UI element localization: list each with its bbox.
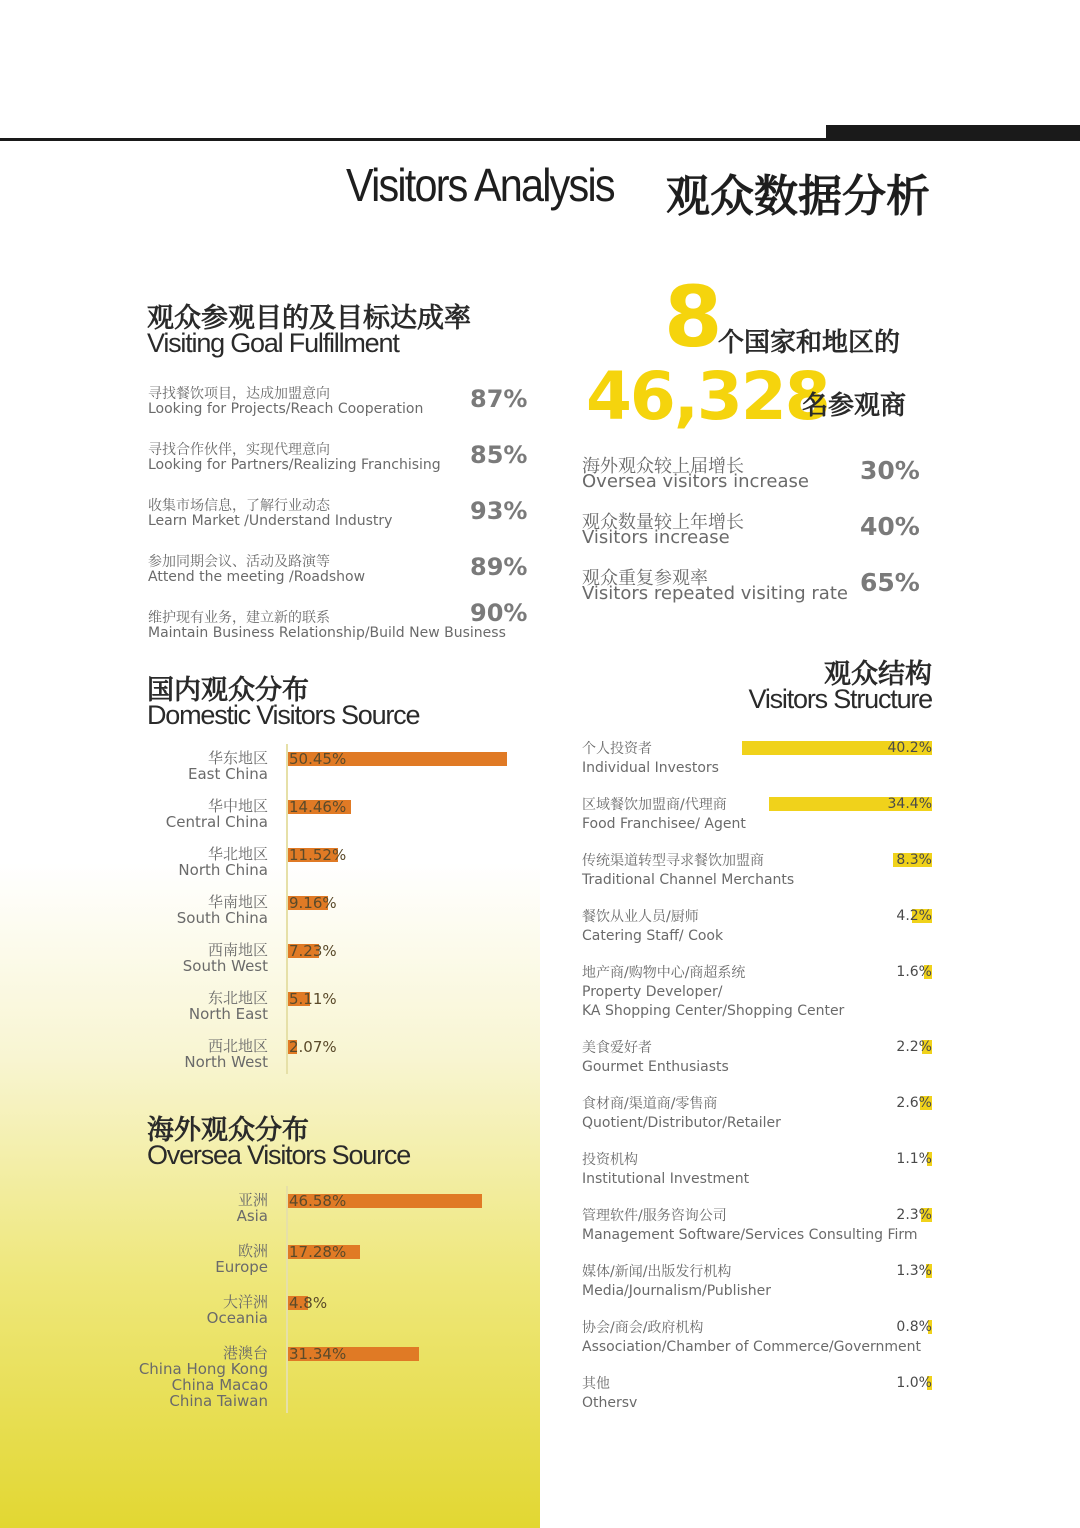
structure-label-cn: 餐饮从业人员/厨师 [582, 909, 699, 925]
visitors-text: 名参观商 [802, 391, 907, 421]
domestic-title-en: Domestic Visitors Source [147, 700, 420, 730]
value-label: 14.46% [289, 798, 347, 816]
structure-label-cn: 其他 [582, 1376, 610, 1392]
chart-row [0, 990, 540, 1030]
category-label [215, 1243, 268, 1275]
value-label: 1.1% [896, 1151, 932, 1167]
category-label-cn: 东北地区 [207, 989, 268, 1007]
goal-en: Learn Market /Understand Industry [148, 513, 393, 529]
stat-cn: 海外观众较上届增长 [582, 456, 744, 477]
category-label-en: Central China [165, 813, 268, 831]
structure-row [582, 852, 938, 892]
structure-label-en: Quotient/Distributor/Retailer [582, 1115, 781, 1131]
structure-label-en: Management Software/Services Consulting Firm [582, 1227, 918, 1243]
value-label: 31.34% [289, 1345, 347, 1363]
value-label: 7.23% [289, 942, 337, 960]
stat-en: Visitors repeated visiting rate [582, 583, 848, 604]
category-label [139, 1345, 268, 1409]
stat-cn: 观众数量较上年增长 [582, 512, 744, 533]
structure-label-en: KA Shopping Center/Shopping Center [582, 1003, 845, 1019]
category-label-cn: 欧洲 [237, 1242, 268, 1260]
domestic-title-cn: 国内观众分布 [147, 675, 309, 706]
category-label-en: China Macao [171, 1376, 268, 1394]
visitors-count: 46,328 [586, 358, 829, 435]
category-label-cn: 华南地区 [207, 893, 268, 911]
structure-row [582, 1263, 938, 1303]
category-label [184, 1038, 268, 1070]
structure-label-cn: 食材商/渠道商/零售商 [582, 1096, 718, 1112]
category-label [177, 894, 268, 926]
category-label-en: China Hong Kong [138, 1360, 268, 1378]
value-label: 17.28% [289, 1243, 347, 1261]
category-label-en: South West [182, 957, 268, 975]
category-label-cn: 西北地区 [207, 1037, 268, 1055]
category-label [237, 1192, 268, 1224]
structure-row [582, 1095, 938, 1135]
category-label-cn: 大洋洲 [222, 1293, 268, 1311]
category-label-en: Asia [236, 1207, 268, 1225]
chart-row [0, 942, 540, 982]
value-label: 34.4% [887, 796, 932, 812]
chart-row [0, 798, 540, 838]
chart-row [0, 894, 540, 934]
countries-count: 8 [664, 268, 723, 366]
goal-cn: 收集市场信息，了解行业动态 [148, 498, 330, 514]
category-label-cn: 港澳台 [222, 1344, 268, 1362]
goal-en: Maintain Business Relationship/Build New Business [148, 625, 506, 641]
category-label [189, 990, 268, 1022]
value-label: 46.58% [289, 1192, 347, 1210]
structure-label-en: Traditional Channel Merchants [582, 872, 795, 888]
goal-cn: 维护现有业务，建立新的联系 [148, 610, 330, 626]
category-label-cn: 华北地区 [207, 845, 268, 863]
category-label [166, 798, 268, 830]
value-label: 8.3% [896, 852, 932, 868]
stat-pct: 40% [860, 512, 920, 541]
oversea-bar-chart [0, 1186, 540, 1408]
domestic-bar-chart [0, 744, 540, 1074]
value-label: 50.45% [289, 750, 347, 768]
category-label-cn: 西南地区 [207, 941, 268, 959]
chart-row [0, 1243, 540, 1283]
structure-label-en: Individual Investors [582, 760, 719, 776]
structure-label-cn: 地产商/购物中心/商超系统 [582, 965, 746, 981]
structure-label-cn: 传统渠道转型寻求餐饮加盟商 [582, 853, 764, 869]
page-title-cn: 观众数据分析 [666, 171, 930, 222]
category-label-en: Oceania [206, 1309, 268, 1327]
category-label-cn: 亚洲 [237, 1191, 268, 1209]
structure-row [582, 908, 938, 948]
structure-row [582, 1375, 938, 1415]
structure-label-cn: 媒体/新闻/出版发行机构 [582, 1264, 732, 1280]
structure-title-en: Visitors Structure [748, 684, 932, 714]
structure-row [582, 964, 938, 1019]
stat-pct: 30% [860, 456, 920, 485]
goal-pct: 89% [470, 553, 528, 581]
goals-title-en: Visiting Goal Fulfillment [147, 328, 399, 358]
goal-cn: 寻找餐饮项目，达成加盟意向 [148, 386, 330, 402]
goal-cn: 参加同期会议、活动及路演等 [148, 554, 330, 570]
oversea-title-en: Oversea Visitors Source [147, 1140, 411, 1170]
structure-label-cn: 投资机构 [582, 1152, 638, 1168]
value-label: 1.6% [896, 964, 932, 980]
header-block [826, 125, 1080, 139]
chart-row [0, 846, 540, 886]
category-label [188, 750, 268, 782]
category-label [183, 942, 268, 974]
countries-text: 个国家和地区的 [718, 328, 901, 358]
value-label: 40.2% [887, 740, 932, 756]
value-label: 2.2% [896, 1039, 932, 1055]
chart-row [0, 1192, 540, 1232]
goal-pct: 87% [470, 385, 528, 413]
value-label: 4.8% [289, 1294, 328, 1312]
chart-row [0, 750, 540, 790]
goal-en: Looking for Projects/Reach Cooperation [148, 401, 424, 417]
goal-pct: 93% [470, 497, 528, 525]
category-label-en: South China [176, 909, 268, 927]
value-label: 1.3% [896, 1263, 932, 1279]
structure-row [582, 1207, 938, 1247]
value-label: 2.07% [289, 1038, 337, 1056]
category-label-en: China Taiwan [169, 1392, 268, 1410]
goals-title-cn: 观众参观目的及目标达成率 [147, 303, 471, 334]
structure-row [582, 796, 938, 836]
chart-row [0, 1294, 540, 1334]
category-label-en: North West [184, 1053, 268, 1071]
chart-row [0, 1038, 540, 1078]
category-label [207, 1294, 268, 1326]
value-label: 9.16% [289, 894, 337, 912]
goal-pct: 85% [470, 441, 528, 469]
value-label: 11.52% [289, 846, 347, 864]
goal-en: Looking for Partners/Realizing Franchising [148, 457, 441, 473]
category-label-en: North East [188, 1005, 268, 1023]
stat-pct: 65% [860, 568, 920, 597]
structure-label-cn: 协会/商会/政府机构 [582, 1320, 704, 1336]
value-label: 0.8% [896, 1319, 932, 1335]
structure-label-cn: 区域餐饮加盟商/代理商 [582, 797, 727, 813]
stat-en: Oversea visitors increase [582, 471, 809, 492]
structure-label-en: Property Developer/ [582, 984, 723, 1000]
structure-row [582, 1319, 938, 1359]
category-label-en: East China [188, 765, 268, 783]
structure-label-cn: 个人投资者 [582, 741, 652, 757]
value-label: 1.0% [896, 1375, 932, 1391]
category-label [178, 846, 268, 878]
structure-row [582, 1151, 938, 1191]
structure-label-en: Gourmet Enthusiasts [582, 1059, 729, 1075]
structure-row [582, 1039, 938, 1079]
structure-label-en: Catering Staff/ Cook [582, 928, 724, 944]
structure-label-en: Association/Chamber of Commerce/Government [582, 1339, 921, 1355]
value-label: 4.2% [896, 908, 932, 924]
structure-label-en: Institutional Investment [582, 1171, 750, 1187]
category-label-cn: 华中地区 [207, 797, 268, 815]
category-label-cn: 华东地区 [207, 749, 268, 767]
value-label: 2.3% [896, 1207, 932, 1223]
category-label-en: Europe [215, 1258, 268, 1276]
structure-label-en: Food Franchisee/ Agent [582, 816, 746, 832]
structure-label-cn: 美食爱好者 [582, 1040, 652, 1056]
chart-row [0, 1344, 540, 1410]
structure-label-cn: 管理软件/服务咨询公司 [582, 1208, 727, 1224]
stat-en: Visitors increase [582, 527, 730, 548]
stat-cn: 观众重复参观率 [582, 568, 708, 589]
page-title-en: Visitors Analysis [346, 159, 614, 211]
category-label-en: North China [178, 861, 268, 879]
structure-label-en: Media/Journalism/Publisher [582, 1283, 771, 1299]
goal-en: Attend the meeting /Roadshow [148, 569, 366, 585]
goal-cn: 寻找合作伙伴，实现代理意向 [148, 442, 330, 458]
oversea-title-cn: 海外观众分布 [147, 1115, 309, 1146]
structure-title-cn: 观众结构 [824, 659, 932, 690]
value-label: 5.11% [289, 990, 337, 1008]
structure-row [582, 740, 938, 780]
structure-label-en: Othersv [582, 1395, 638, 1411]
goal-pct: 90% [470, 599, 528, 627]
value-label: 2.6% [896, 1095, 932, 1111]
